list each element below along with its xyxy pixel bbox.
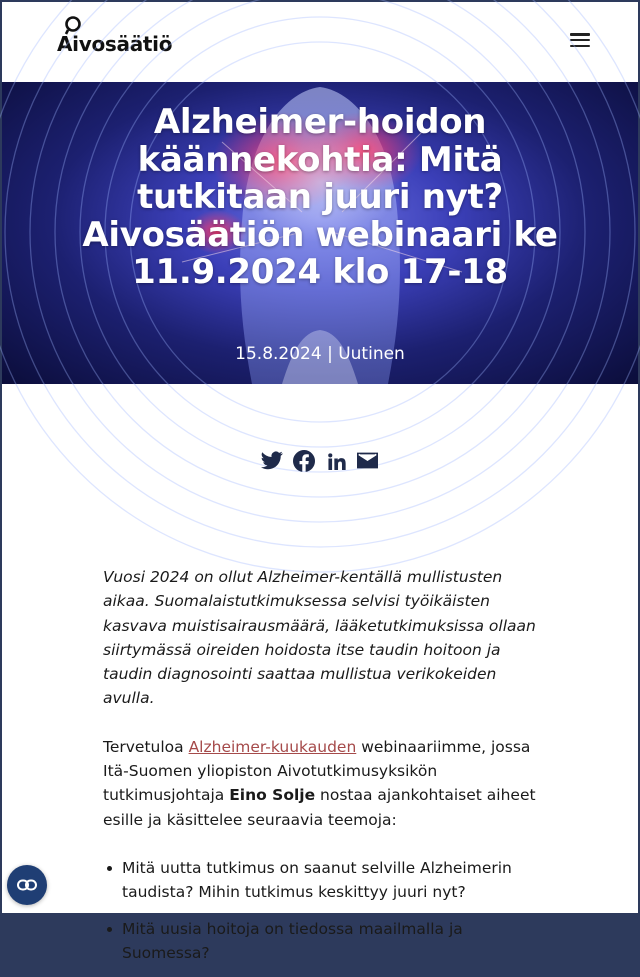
page bbox=[2, 2, 638, 962]
list-item: Mitä uusia hoitoja on tiedossa maailmalla ja Suomessa? bbox=[103, 917, 538, 966]
linkedin-icon[interactable] bbox=[324, 449, 347, 472]
topic-list bbox=[103, 856, 538, 965]
facebook-icon[interactable] bbox=[292, 449, 315, 472]
post-meta: 15.8.2024 | Uutinen bbox=[235, 344, 405, 364]
article-intro: Vuosi 2024 on ollut Alzheimer-kentällä mullistusten aikaa. Suomalaistutkimuksessa selvisi työikäisten kasvava muistisairausmäärä, lääketutkimuksissa ollaan siirtymässä oireiden hoidosta itse taudin hoitoon ja taudin diagnosointi saattaa mullistua verikokeiden avulla. bbox=[103, 568, 536, 708]
list-item: Mitä uutta tutkimus on saanut selville Alzheimerin taudista? Mihin tutkimus keskittyy juuri nyt? bbox=[103, 856, 538, 905]
share-bar bbox=[260, 449, 379, 472]
paragraph-text: webinaariimme, jossa Itä-Suomen yliopiston Aivotutkimusyksikön tutkimusjohtaja bbox=[103, 737, 531, 805]
chat-link-icon bbox=[17, 879, 37, 891]
alzheimer-month-link[interactable]: Alzheimer-kuukauden bbox=[188, 737, 357, 756]
twitter-icon[interactable] bbox=[260, 449, 283, 472]
article-body bbox=[103, 565, 538, 977]
article-paragraph bbox=[103, 735, 538, 832]
hero-banner bbox=[2, 82, 638, 384]
paragraph-text: Tervetuloa bbox=[103, 737, 189, 756]
speaker-name: Eino Solje bbox=[229, 786, 316, 805]
hamburger-menu-icon[interactable] bbox=[568, 30, 592, 50]
paragraph-text: nostaa ajankohtaiset aiheet esille ja käsittelee seuraavia teemoja: bbox=[103, 786, 536, 829]
email-icon[interactable] bbox=[356, 449, 379, 472]
page-title: Alzheimer-hoidon käännekohtia: Mitä tutkitaan juuri nyt? Aivosäätiön webinaari ke 11.9.2024 klo 17-18 bbox=[82, 102, 558, 292]
chat-link-button[interactable] bbox=[7, 865, 47, 905]
logo-text: Aivosäätiö bbox=[57, 32, 173, 56]
